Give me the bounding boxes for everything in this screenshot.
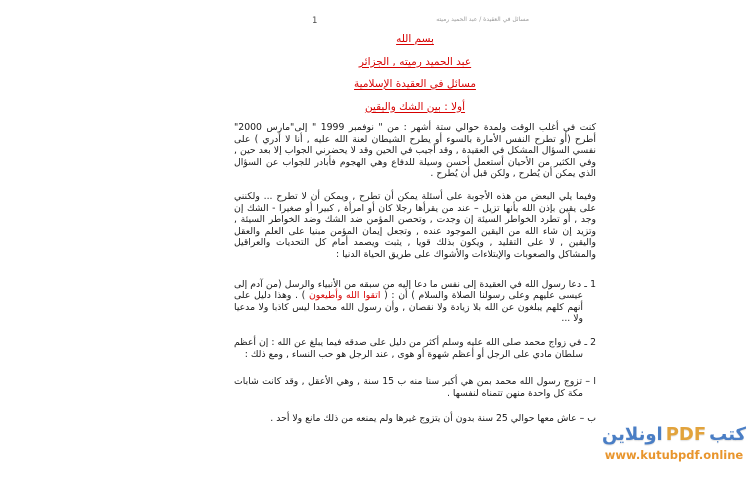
watermark-brand-word-right: كتب xyxy=(709,424,747,445)
item-1-text-after: ) . وهذا دليل على أنهم كلهم يبلغون عن الله بلا زيادة ولا نقصان , وأن رسول الله محمدا ليس كاذبا ولا مدعيا ولا ... xyxy=(234,290,583,325)
watermark-brand-logo xyxy=(601,424,747,446)
heading-section-title: أولا : بين الشك واليقين xyxy=(364,100,466,113)
watermark-url: www.kutubpdf.online xyxy=(604,448,744,462)
sub-item-b xyxy=(234,413,596,425)
sub-item-a-marker: ا – xyxy=(582,376,596,388)
sub-item-a xyxy=(234,376,596,399)
numbered-item-2 xyxy=(234,337,596,360)
title-block xyxy=(234,33,596,123)
site-watermark xyxy=(601,424,747,462)
item-1-number: 1 ـ xyxy=(581,278,596,290)
item-2-number: 2 ـ xyxy=(581,336,596,348)
heading-book-title: مسائل في العقيدة الإسلامية xyxy=(354,78,476,90)
heading-basmala: بسم الله xyxy=(396,33,434,45)
paragraph-intro-2: وفيما يلي البعض من هذه الأجوبة على أسئلة يمكن أن تطرح , ويمكن أن لا تطرح ... ولكنني على يقين بإذن الله بأنها تزيل – عند من يقرأها رجلا كان أو امرأة , كبيرا أو صغيرا - الشك إن وجد , أو تطرد الخواطر السيئة إن وجدت , وتحصن المؤمن ضد الشك وضد الخواطر السيئة , وتزيد إن شاء الله من اليقين الموجود عنده , وتجعل إيمان المؤمن مبنيا على العلم والعقل واليقين , لا على التقليد , ويكون بذلك قويا , يثبت ويصمد أمام كل التحديات والعراقيل والمشاكل والصعوبات والإبتلاءات والأشواك على طريق الحياة الدنيا : xyxy=(234,190,596,260)
item-2-text: في زواج محمد صلى الله عليه وسلم أكثر من دليل على صدقه فيما يبلغ عن الله : إن أعظم سلطان مادي على الرجل أو أعظم شهوة أو هوى , عند الرجل هو حب النساء , ومع ذلك : xyxy=(234,336,583,360)
numbered-item-1 xyxy=(234,279,596,325)
sub-item-b-marker: ب – xyxy=(576,413,596,425)
watermark-brand-word-left: اونلاين xyxy=(601,424,663,445)
running-header: مسائل في العقيدة / عبد الحميد رميته xyxy=(436,16,529,23)
sub-item-a-text: تزوج رسول الله محمد بمن هي أكبر سنا منه ب 15 سنة , وهي الأعقل , وقد كانت شابات مكة كل واحدة منهن تتمناه لنفسها . xyxy=(234,376,583,399)
item-1-quran-quote: اتقوا الله وأطيعون xyxy=(308,290,381,302)
watermark-brand-word-pdf: PDF xyxy=(665,424,707,445)
body-text xyxy=(234,122,596,425)
paragraph-intro-1: كنت في أغلب الوقت ولمدة حوالي ستة أشهر : من " نوفمبر 1999 " إلى"مارس 2000" أطرح (أو تطرح النفس الأمارة بالسوء أو يطرح الشيطان لعنة الله عليه , أنا لا أدري ) على نفسي السؤال المشكل في العقيدة , وقد أجيب في الحين وقد لا يحضرني الجواب إلا بعد حين , وفي الكثير من الأحيان أستعمل أحسن وسيلة للدفاع وهي الهجوم فأبادر للجواب عن السؤال الذي يمكن أن يُطرح , ولكن قبل أن يُطرح . xyxy=(234,122,596,180)
sub-item-b-text: عاش معها حوالي 25 سنة بدون أن يتزوج غيرها ولم يمنعه من ذلك مانع ولا أحد . xyxy=(270,413,577,425)
page-number: 1 xyxy=(312,16,318,26)
item-1-text-before: دعا رسول الله في العقيدة إلى نفس ما دعا إليه من سبقه من الأنبياء والرسل (من آدم إلى عيسى عليهم وعلى رسولنا الصلاة والسلام ) أن : ( xyxy=(234,278,583,302)
heading-author: عبد الحميد رميته , الجزائر xyxy=(358,55,472,68)
